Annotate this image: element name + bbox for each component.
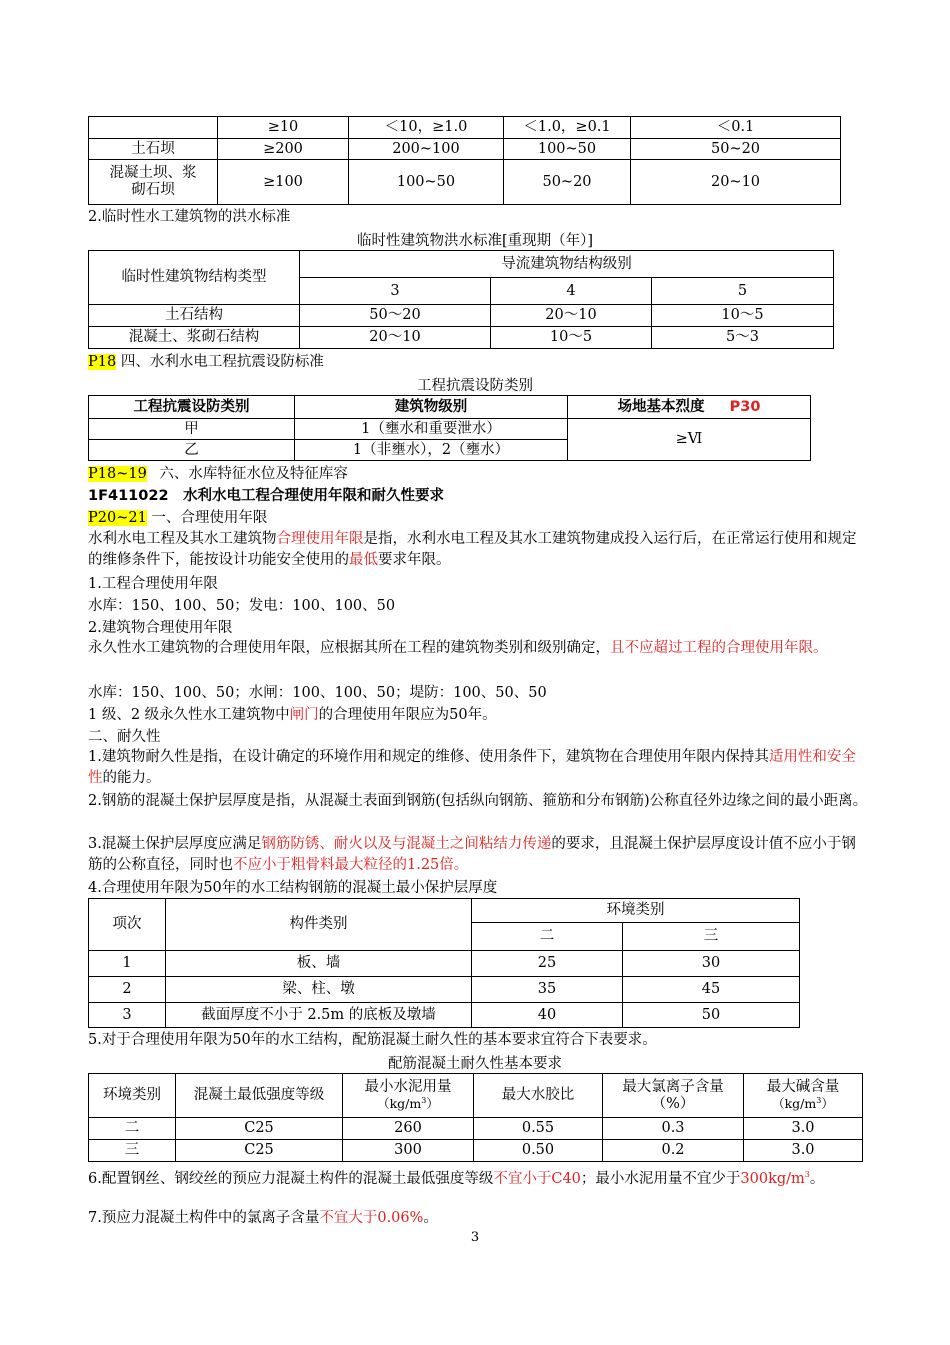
table-header: 临时性建筑物结构类型 <box>89 251 300 305</box>
table-cell: ≥10 <box>218 117 349 139</box>
table-cell: 50~20 <box>631 139 841 160</box>
table-header: 导流建筑物结构级别 <box>300 251 834 278</box>
text-line: 4.合理使用年限为50年的水工结构钢筋的混凝土最小保护层厚度 <box>88 880 498 896</box>
table-header: 混凝土最低强度等级 <box>176 1074 343 1118</box>
text-line: 二、耐久性 <box>88 729 161 745</box>
section-text: 四、水利水电工程抗震设防标准 <box>120 354 324 370</box>
text: 。 <box>423 1210 438 1226</box>
table-cell: 截面厚度不小于 2.5m 的底板及墩墙 <box>166 1003 472 1028</box>
table-cell: 20~10 <box>631 160 841 205</box>
table-cell: 300 <box>343 1140 474 1162</box>
table-header: 三 <box>623 923 800 951</box>
paragraph <box>88 834 868 876</box>
chapter-heading: 1F411022 水利水电工程合理使用年限和耐久性要求 <box>88 488 445 504</box>
highlight-text <box>740 1171 809 1187</box>
durability-requirements-table <box>88 1073 863 1162</box>
text: 要求年限。 <box>378 552 451 568</box>
text-line <box>88 1208 438 1228</box>
text-line <box>88 705 497 725</box>
table-cell: 260 <box>343 1118 474 1140</box>
text: （kg/m <box>772 1096 817 1112</box>
section-title <box>88 508 267 528</box>
section-text: 六、水库特征水位及特征库容 <box>159 466 348 482</box>
table-cell: 0.2 <box>603 1140 744 1162</box>
superscript: 3 <box>421 1096 427 1106</box>
table-caption: 工程抗震设防类别 <box>417 378 533 394</box>
table-cell: 50～20 <box>300 305 491 327</box>
header-text: 最小水泥用量 <box>364 1079 452 1096</box>
page-ref-tag: P30 <box>729 398 761 415</box>
temporary-flood-standard-table <box>88 250 834 349</box>
table-cell: 200~100 <box>349 139 504 160</box>
text: 的能力。 <box>102 770 161 786</box>
table-cell: 土石结构 <box>89 305 300 327</box>
seismic-class-table <box>88 395 811 461</box>
highlight-text: 不应小于粗骨料最大粒径的1.25倍。 <box>233 857 469 873</box>
table-cell: 30 <box>623 951 800 977</box>
table-cell: ≥100 <box>218 160 349 205</box>
table-cell: 混凝土坝、浆砌石坝 <box>89 160 218 205</box>
table-cell: ≥200 <box>218 139 349 160</box>
table-cell: ＜1.0，≥0.1 <box>504 117 631 139</box>
text: ） <box>426 1096 439 1112</box>
table-cell: 二 <box>89 1118 176 1140</box>
section-title <box>88 464 348 484</box>
design-flood-standard-table <box>88 116 841 205</box>
table-cell: ＜10，≥1.0 <box>349 117 504 139</box>
text: 1.建筑物耐久性是指，在设计确定的环境作用和规定的维修、使用条件下，建筑物在合理使用年限内保持其 <box>88 749 769 765</box>
text-line: 水库：150、100、50；水闸：100、100、50；堤防：100、50、50 <box>88 685 547 701</box>
text: （kg/m <box>377 1096 422 1112</box>
table-header: 二 <box>472 923 623 951</box>
table-header: 构件类别 <box>166 899 472 951</box>
table-cell: 三 <box>89 1140 176 1162</box>
table-caption: 配筋混凝土耐久性基本要求 <box>388 1056 562 1072</box>
table-header <box>343 1074 474 1118</box>
table-header: 工程抗震设防类别 <box>89 396 295 419</box>
table-cell: 板、墙 <box>166 951 472 977</box>
table-cell: 5～3 <box>652 327 834 349</box>
text-line: 5.对于合理使用年限为50年的水工结构，配筋混凝土耐久性的基本要求宜符合下表要求。 <box>88 1032 657 1048</box>
table-cell: 混凝土、浆砌石结构 <box>89 327 300 349</box>
table-cell: ≥Ⅵ <box>568 419 811 461</box>
text: ） <box>821 1096 834 1112</box>
highlight-text: 且不应超过工程的合理使用年限。 <box>610 640 828 656</box>
table-header: 最大水胶比 <box>474 1074 603 1118</box>
highlight-text: 闸门 <box>289 707 319 723</box>
table-cell: 甲 <box>89 419 295 440</box>
table-header <box>744 1074 863 1118</box>
table-cell: 50 <box>623 1003 800 1028</box>
table-caption: 临时性建筑物洪水标准[重现期（年）] <box>356 233 594 249</box>
table-cell: 0.50 <box>474 1140 603 1162</box>
highlight-text: 适用性和安全性 <box>88 749 856 786</box>
text: 7.预应力混凝土构件中的氯离子含量 <box>88 1210 320 1226</box>
highlight-text: 合理使用年限 <box>276 531 364 547</box>
table-header: 最大氯离子含量（%） <box>603 1074 744 1118</box>
table-cell: 0.3 <box>603 1118 744 1140</box>
page-ref-tag: P18~19 <box>88 466 147 482</box>
table-header: 3 <box>300 278 491 305</box>
paragraph <box>88 529 868 571</box>
section-title <box>88 352 324 372</box>
table-cell: ＜0.1 <box>631 117 841 139</box>
paragraph <box>88 638 868 659</box>
superscript: 3 <box>804 1170 810 1179</box>
text-line: 水库：150、100、50；发电：100、100、50 <box>88 598 396 614</box>
text: 是指，水利水电工程及其水工建筑物建成投入运行后，在正常运行使用和规定的维修条件下，能按设计功能安全使用的 <box>88 531 857 568</box>
highlight-text: 最低 <box>349 552 378 568</box>
text: 的要求，且混凝土保护层厚度设计值不应小于钢筋的公称直径，同时也 <box>88 836 856 873</box>
table-cell: 1 <box>89 951 166 977</box>
paragraph: 2.钢筋的混凝土保护层厚度是指，从混凝土表面到钢筋(包括纵向钢筋、箍筋和分布钢筋)公称直径外边缘之间的最小距离。 <box>88 793 868 809</box>
table-cell: 35 <box>472 977 623 1003</box>
highlight-text: 不宜小于C40 <box>493 1170 581 1187</box>
table-cell <box>89 117 218 139</box>
table-cell: 2 <box>89 977 166 1003</box>
table-cell: 20～10 <box>491 305 652 327</box>
text-line: 2.建筑物合理使用年限 <box>88 620 233 636</box>
table-cell: 10～5 <box>652 305 834 327</box>
table-cell: 乙 <box>89 440 295 461</box>
text: 。 <box>809 1170 825 1187</box>
table-header: 建筑物级别 <box>295 396 568 419</box>
highlight-text: 不宜大于0.06% <box>319 1210 424 1226</box>
table-cell: 25 <box>472 951 623 977</box>
table-cell: 0.55 <box>474 1118 603 1140</box>
table-cell: 土石坝 <box>89 139 218 160</box>
page-number: 3 <box>470 1230 480 1245</box>
table-cell: 梁、柱、墩 <box>166 977 472 1003</box>
table-cell: 20～10 <box>300 327 491 349</box>
text: 300kg/m <box>740 1170 805 1187</box>
text: 6.配置钢丝、钢绞丝的预应力混凝土构件的混凝土最低强度等级 <box>88 1170 494 1187</box>
section-title: 2.临时性水工建筑物的洪水标准 <box>88 209 291 225</box>
highlight-text: 钢筋防锈、耐火以及与混凝土之间粘结力传递 <box>261 836 552 852</box>
table-cell: 100~50 <box>349 160 504 205</box>
table-header <box>568 396 811 419</box>
cover-thickness-table <box>88 898 800 1028</box>
text: 1 级、2 级永久性水工建筑物中 <box>88 707 290 723</box>
paragraph <box>88 1164 868 1190</box>
table-cell: C25 <box>176 1140 343 1162</box>
text-line: 1.工程合理使用年限 <box>88 576 218 592</box>
text: 水利水电工程及其水工建筑物 <box>88 531 277 547</box>
table-cell: 3.0 <box>744 1118 863 1140</box>
table-cell: 100~50 <box>504 139 631 160</box>
table-cell: 3 <box>89 1003 166 1028</box>
header-text: 最大碱含量 <box>766 1079 840 1096</box>
text: 3.混凝土保护层厚度应满足 <box>88 836 262 852</box>
text: ；最小水泥用量不宜少于 <box>580 1170 741 1187</box>
table-cell: 10～5 <box>491 327 652 349</box>
table-cell: 1（非壅水），2（壅水） <box>295 440 568 461</box>
table-cell: 1（壅水和重要泄水） <box>295 419 568 440</box>
table-cell: 50~20 <box>504 160 631 205</box>
table-cell: 3.0 <box>744 1140 863 1162</box>
superscript: 3 <box>816 1096 822 1106</box>
text: 永久性水工建筑物的合理使用年限，应根据其所在工程的建筑物类别和级别确定， <box>88 640 610 656</box>
page-ref-tag: P18 <box>88 354 117 370</box>
header-text: 场地基本烈度 <box>617 398 705 415</box>
section-text: 一、合理使用年限 <box>151 510 268 526</box>
table-cell: C25 <box>176 1118 343 1140</box>
table-header: 环境类别 <box>89 1074 176 1118</box>
unit-text <box>343 1096 473 1112</box>
text: 的合理使用年限应为50年。 <box>318 707 497 723</box>
table-header: 4 <box>491 278 652 305</box>
table-header: 项次 <box>89 899 166 951</box>
table-header: 环境类别 <box>472 899 800 923</box>
unit-text <box>744 1096 862 1112</box>
table-cell: 40 <box>472 1003 623 1028</box>
table-cell: 45 <box>623 977 800 1003</box>
page-ref-tag: P20~21 <box>88 510 147 526</box>
paragraph <box>88 747 868 789</box>
table-header: 5 <box>652 278 834 305</box>
